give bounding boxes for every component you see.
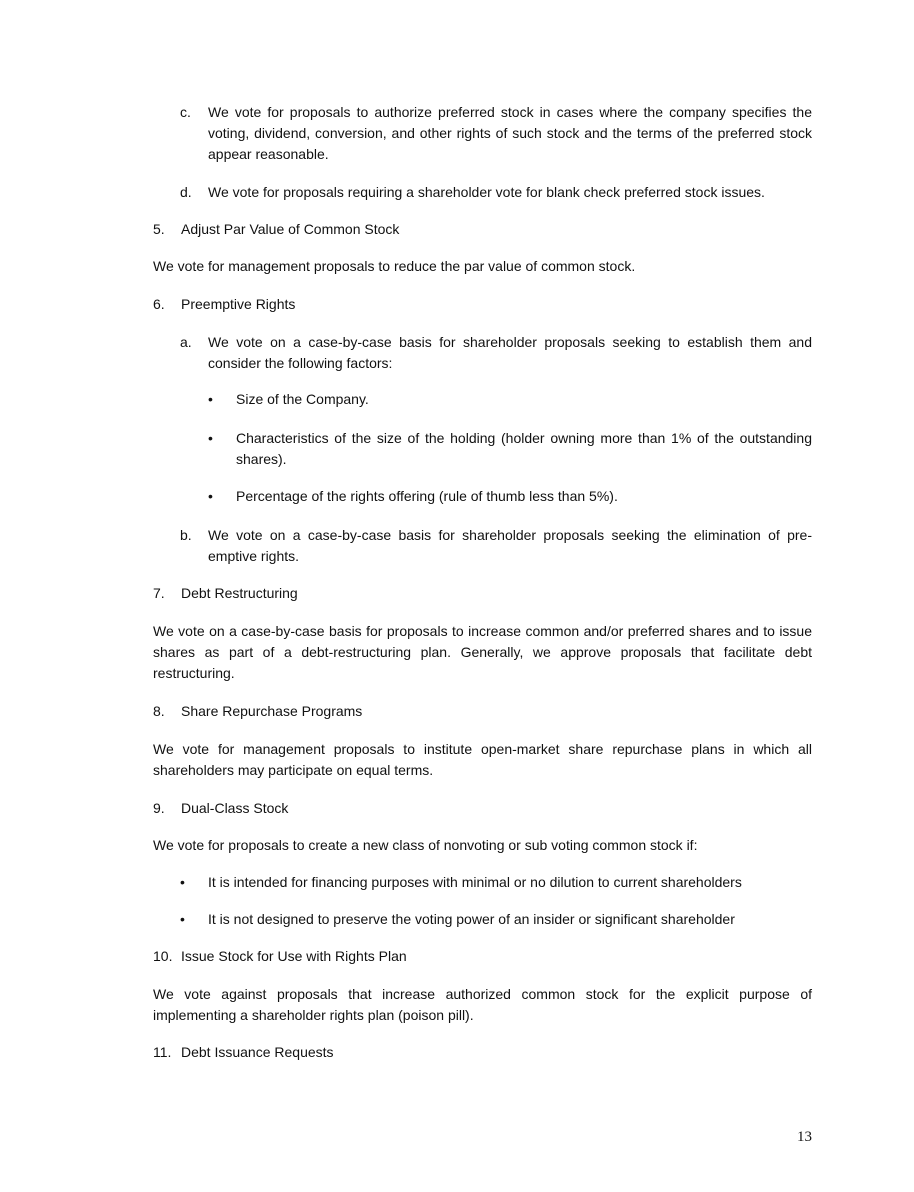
bullet-text: Characteristics of the size of the holding (holder owning more than 1% of the outstanding shares). bbox=[236, 430, 812, 467]
bullet-item bbox=[208, 428, 812, 470]
item-marker: d. bbox=[180, 184, 192, 200]
section-title: Dual-Class Stock bbox=[181, 800, 289, 816]
paragraph-5: We vote for management proposals to reduce the par value of common stock. bbox=[153, 258, 636, 274]
item-text: We vote for proposals to authorize preferred stock in cases where the company specifies the voting, dividend, conversion, and other rights of such stock and the terms of the preferred stock appear reasonable. bbox=[208, 104, 812, 162]
list-item-b bbox=[180, 525, 812, 567]
section-title: Debt Restructuring bbox=[181, 585, 298, 601]
page-number: 13 bbox=[797, 1129, 812, 1145]
section-heading-8 bbox=[153, 701, 812, 722]
section-title: Share Repurchase Programs bbox=[181, 703, 363, 719]
bullet-text: Percentage of the rights offering (rule of thumb less than 5%). bbox=[236, 488, 618, 504]
section-number: 5. bbox=[153, 221, 165, 237]
bullet-icon: • bbox=[180, 874, 185, 890]
paragraph-10: We vote against proposals that increase authorized common stock for the explicit purpose of implementing a shareholder rights plan (poison pill). bbox=[153, 986, 812, 1023]
bullet-item bbox=[208, 486, 812, 507]
section-heading-7 bbox=[153, 583, 812, 604]
bullet-icon: • bbox=[180, 911, 185, 927]
paragraph-7: We vote on a case-by-case basis for proposals to increase common and/or preferred shares and to issue shares as part of a debt-restructuring plan. Generally, we approve proposals that facilitate debt restructuring. bbox=[153, 623, 812, 681]
section-title: Preemptive Rights bbox=[181, 296, 296, 312]
paragraph-8: We vote for management proposals to institute open-market share repurchase plans in which all shareholders may participate on equal terms. bbox=[153, 741, 812, 778]
section-title: Issue Stock for Use with Rights Plan bbox=[181, 948, 407, 964]
section-heading-9 bbox=[153, 798, 812, 819]
bullet-icon: • bbox=[208, 391, 213, 407]
item-marker: a. bbox=[180, 334, 192, 350]
list-item-d bbox=[180, 182, 812, 203]
list-item-a bbox=[180, 332, 812, 374]
section-heading-11 bbox=[153, 1042, 812, 1063]
item-marker: b. bbox=[180, 527, 192, 543]
bullet-text: It is not designed to preserve the voting power of an insider or significant shareholder bbox=[208, 911, 735, 927]
section-number: 6. bbox=[153, 296, 165, 312]
bullet-text: Size of the Company. bbox=[236, 391, 369, 407]
paragraph-9: We vote for proposals to create a new class of nonvoting or sub voting common stock if: bbox=[153, 837, 698, 853]
section-number: 10. bbox=[153, 948, 173, 964]
bullet-text: It is intended for financing purposes with minimal or no dilution to current shareholders bbox=[208, 874, 742, 890]
item-marker: c. bbox=[180, 104, 191, 120]
section-title: Debt Issuance Requests bbox=[181, 1044, 334, 1060]
bullet-item bbox=[208, 389, 812, 410]
section-heading-5 bbox=[153, 219, 812, 240]
section-number: 9. bbox=[153, 800, 165, 816]
section-heading-6 bbox=[153, 294, 812, 315]
section-number: 11. bbox=[153, 1044, 172, 1060]
bullet-item bbox=[180, 909, 812, 930]
item-text: We vote on a case-by-case basis for shareholder proposals seeking the elimination of pre-emptive rights. bbox=[208, 527, 812, 564]
bullet-item bbox=[180, 872, 812, 893]
section-heading-10 bbox=[153, 946, 812, 967]
bullet-icon: • bbox=[208, 488, 213, 504]
section-number: 7. bbox=[153, 585, 165, 601]
item-text: We vote for proposals requiring a shareholder vote for blank check preferred stock issues. bbox=[208, 184, 765, 200]
section-title: Adjust Par Value of Common Stock bbox=[181, 221, 400, 237]
list-item-c bbox=[180, 102, 812, 165]
section-number: 8. bbox=[153, 703, 165, 719]
bullet-icon: • bbox=[208, 430, 213, 446]
item-text: We vote on a case-by-case basis for shareholder proposals seeking to establish them and consider the following factors: bbox=[208, 334, 812, 371]
